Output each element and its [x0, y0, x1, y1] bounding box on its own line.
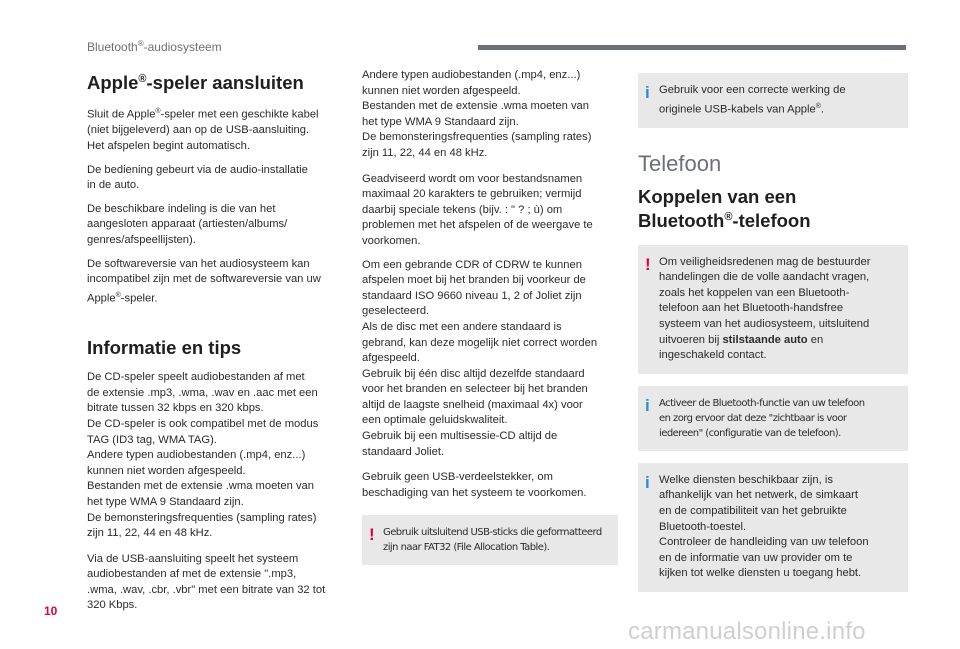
pairing-heading: Koppelen van een Bluetooth®-telefoon [638, 185, 811, 231]
services-availability-info: i Welke diensten beschikbaar zijn, is afhankelijk van het netwerk, de simkaart en de compatibiliteit van het gebruikte Bluetooth-toestel. Controleer de handleiding van uw telefoon en de informatie van uw provider om te kijken tot welke diensten u toegang hebt. [638, 463, 908, 592]
info-icon: i [645, 395, 650, 415]
apple-heading: Apple®-speler aansluiten [87, 72, 304, 94]
running-header: Bluetooth®-audiosysteem [87, 39, 222, 54]
info-icon: i [645, 472, 650, 492]
column-middle [362, 68, 618, 565]
watermark: carmanualsonline.info [628, 618, 866, 645]
cdr-burning-paragraph: Om een gebrande CDR of CDRW te kunnen afspelen moet bij het branden bij voorkeur de standaard ISO 9660 niveau 1, 2 of Joliet zijn geselecteerd. Als de disc met een andere standaard is gebrand, kan deze mogelijk niet correct worden afgespeeld. Gebruik bij één disc altijd dezelfde standaard voor het branden en selecteer bij het branden altijd de laagste snelheid (maximaal 4x) voor een optimale geluidskwaliteit. Gebruik bij een multisessie-CD altijd de standaard Joliet. [362, 258, 598, 458]
apple-cable-info: i Gebruik voor een correcte werking de originele USB-kabels van Apple®. [638, 73, 908, 128]
bluetooth-activation-info: i Activeer de Bluetooth-functie van uw telefoon en zorg ervoor dat deze "zichtbaar is voor iedereen" (configuratie van de telefoon). [638, 386, 908, 451]
apple-paragraph-layout: De beschikbare indeling is die van het aangesloten apparaat (artiesten/albums/ genres/afspeellijsten). [87, 202, 288, 247]
apple-paragraph-control: De bediening gebeurt via de audio-installatie in de auto. [87, 163, 308, 192]
column-right [638, 73, 908, 592]
file-types-paragraph: Andere typen audiobestanden (.mp4, enz...) kunnen niet worden afgespeeld. Bestanden met de extensie .wma moeten van het type WMA 9 Standaard zijn. De bemonsteringsfrequenties (sampling rates) zijn 11, 22, 44 en 48 kHz. [362, 69, 592, 159]
header-rule [478, 45, 906, 50]
warning-icon: ! [645, 254, 651, 274]
usb-format-warning: ! Gebruik uitsluitend USB-sticks die geformatteerd zijn naar FAT32 (File Allocation Table). [362, 515, 618, 565]
column-left [87, 68, 343, 614]
apple-paragraph-software: De softwareversie van het audiosysteem kan incompatibel zijn met de softwareversie van uw Apple®-speler. [87, 257, 321, 305]
info-tips-heading: Informatie en tips [87, 337, 242, 359]
info-icon: i [645, 83, 650, 102]
page-number: 10 [44, 604, 58, 618]
cd-player-paragraph: De CD-speler speelt audiobestanden af met de extensie .mp3, .wma, .wav en .aac met een bitrate tussen 32 kbps en 320 kbps. De CD-speler is ook compatibel met de modus TAG (ID3 tag, WMA TAG). Andere typen audiobestanden (.mp4, enz...) kunnen niet worden afgespeeld. Bestanden met de extensie .wma moeten van het type WMA 9 Standaard zijn. De bemonsteringsfrequenties (sampling rates) zijn 11, 22, 44 en 48 kHz. [87, 371, 319, 540]
filename-advice-paragraph: Geadviseerd wordt om voor bestandsnamen maximaal 20 karakters te gebruiken; vermijd daarbij speciale tekens (bijv. : " ? ; ù) om problemen met het afspelen of de weergave te voorkomen. [362, 172, 593, 247]
telefoon-heading: Telefoon [638, 150, 722, 176]
usb-hub-paragraph: Gebruik geen USB-verdeelstekker, om beschadiging van het systeem te voorkomen. [362, 471, 587, 499]
usb-playback-paragraph: Via de USB-aansluiting speelt het systeem audiobestanden af met de extensie ".mp3, .wma, .wav, .cbr, .vbr" met een bitrate van 32 tot 320 Kbps. [87, 552, 326, 612]
warning-icon: ! [369, 525, 375, 545]
safety-warning: ! Om veiligheidsredenen mag de bestuurder handelingen die de volle aandacht vragen, zoals het koppelen van een Bluetooth- telefoon aan het Bluetooth-handsfree systeem van het audiosysteem, uitsluitend uitvoeren bij stilstaande auto en ingeschakeld contact. [638, 245, 908, 374]
apple-paragraph-connect: Sluit de Apple®-speler met een geschikte kabel (niet bijgeleverd) aan op de USB-aansluiting. Het afspelen begint automatisch. [87, 108, 319, 153]
